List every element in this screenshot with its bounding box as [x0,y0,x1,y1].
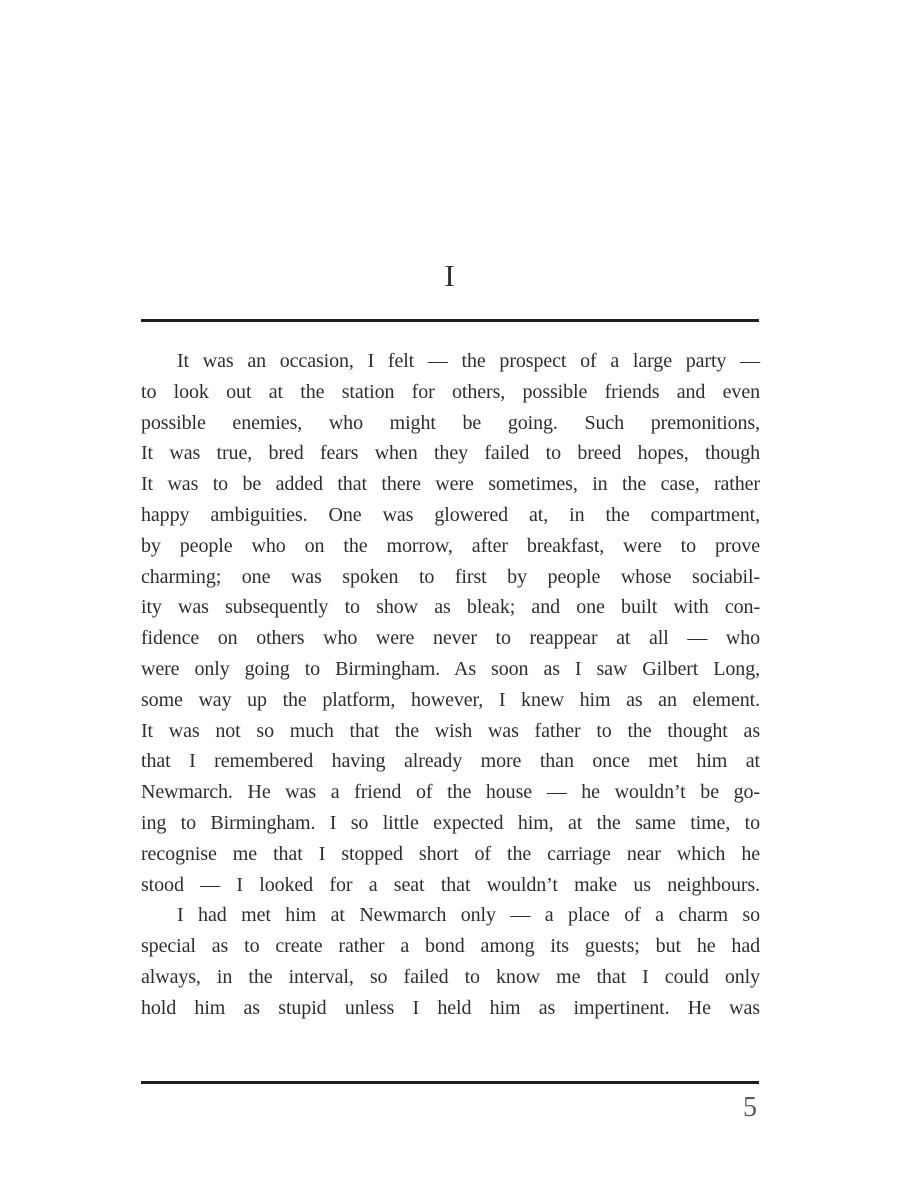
text-line: I had met him at Newmarch only — a place of a charm so [177,904,760,927]
text-line: It was to be added that there were sometimes, in the case, rather [141,473,760,496]
text-line: It was not so much that the wish was father to the thought as [141,719,760,742]
text-line: recognise me that I stopped short of the carriage near which he [141,842,760,865]
text-line: stood — I looked for a seat that wouldn’t make us neighbours. [141,873,760,896]
text-line: to look out at the station for others, possible friends and even [141,380,760,403]
text-line: special as to create rather a bond among its guests; but he had [141,935,760,958]
body-text [141,346,760,1024]
text-line: some way up the platform, however, I knew him as an element. [141,688,760,711]
text-line: It was an occasion, I felt — the prospect of a large party — [177,350,760,372]
text-line: It was true, bred fears when they failed to breed hopes, though [141,442,760,465]
text-line: hold him as stupid unless I held him as impertinent. He was [141,996,760,1019]
text-line: always, in the interval, so failed to know me that I could only [141,965,760,988]
text-line: that I remembered having already more than once met him at [141,750,760,773]
text-line: possible enemies, who might be going. Such premonitions, [141,411,760,434]
chapter-numeral: I [444,258,456,293]
text-line: were only going to Birmingham. As soon as I saw Gilbert Long, [141,657,760,680]
footer-rule [141,1081,759,1084]
text-line: ing to Birmingham. I so little expected him, at the same time, to [141,811,760,834]
text-line: by people who on the morrow, after breakfast, were to prove [141,534,760,557]
text-line: ity was subsequently to show as bleak; and one built with con- [141,596,760,619]
text-line: Newmarch. He was a friend of the house — he wouldn’t be go- [141,781,760,804]
page-number: 5 [743,1092,757,1123]
chapter-top-rule [141,319,759,322]
text-line: fidence on others who were never to reappear at all — who [141,627,760,650]
text-line: charming; one was spoken to first by people whose sociabil- [141,565,760,588]
text-line: happy ambiguities. One was glowered at, in the compartment, [141,503,760,526]
